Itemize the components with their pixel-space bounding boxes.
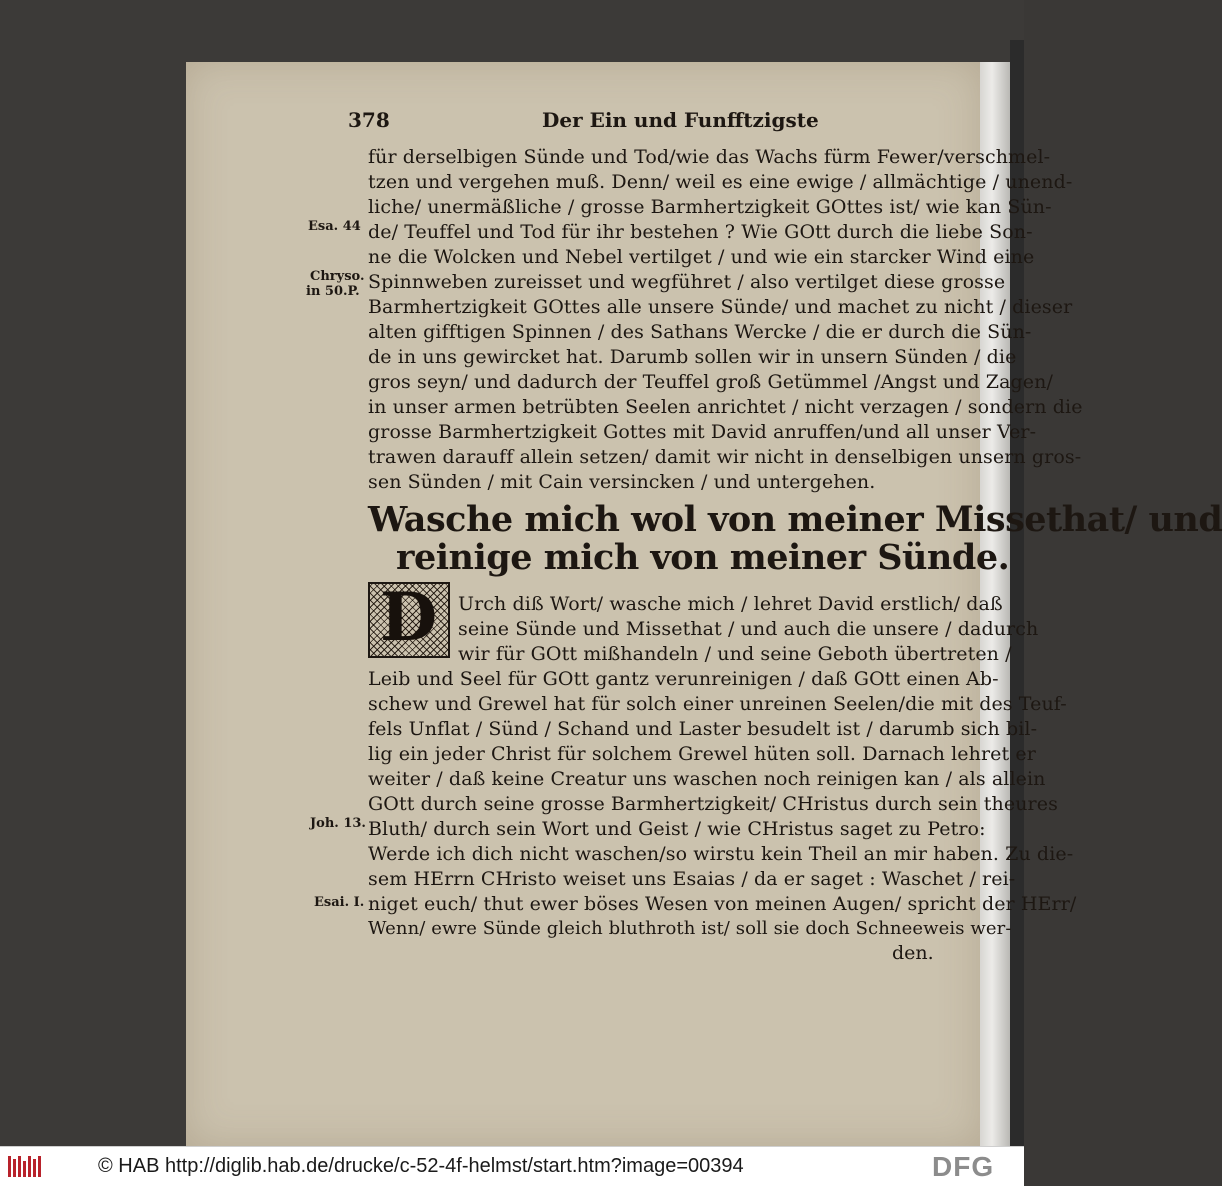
section-headline: reinige mich von meiner Sünde.	[396, 537, 1010, 578]
margin-note: Chryso.	[310, 269, 365, 284]
margin-note: Esai. I.	[314, 895, 365, 910]
text-line: fels Unflat / Sünd / Schand und Laster besudelt ist / darumb sich bil-	[368, 718, 1038, 740]
text-line: sen Sünden / mit Cain versincken / und untergehen.	[368, 471, 876, 493]
text-line: Urch diß Wort/ wasche mich / lehret David erstlich/ daß	[458, 593, 1003, 615]
text-line: Werde ich dich nicht waschen/so wirstu kein Theil an mir haben. Zu die-	[368, 843, 1074, 865]
text-line: liche/ unermäßliche / grosse Barmhertzigkeit GOttes ist/ wie kan Sün-	[368, 196, 1052, 218]
text-line: trawen darauff allein setzen/ damit wir nicht in denselbigen unsern gros-	[368, 446, 1082, 468]
text-line: grosse Barmhertzigkeit Gottes mit David anruffen/und all unser Ver-	[368, 421, 1037, 443]
text-line: alten gifftigen Spinnen / des Sathans Wercke / die er durch die Sün-	[368, 321, 1032, 343]
text-line: weiter / daß keine Creatur uns waschen noch reinigen kan / als allein	[368, 768, 1046, 790]
text-line: Bluth/ durch sein Wort und Geist / wie CHristus saget zu Petro:	[368, 818, 986, 840]
text-line: tzen und vergehen muß. Denn/ weil es eine ewige / allmächtige / unend-	[368, 171, 1073, 193]
text-line: de in uns gewircket hat. Darumb sollen wir in unsern Sünden / die	[368, 346, 1017, 368]
text-line: in unser armen betrübten Seelen anrichtet / nicht verzagen / sondern die	[368, 396, 1083, 418]
margin-note: in 50.P.	[306, 284, 360, 299]
margin-note: Joh. 13.	[310, 816, 366, 831]
text-line: GOtt durch seine grosse Barmhertzigkeit/ CHristus durch sein theures	[368, 793, 1058, 815]
copyright-link[interactable]: © HAB http://diglib.hab.de/drucke/c-52-4f-helmst/start.htm?image=00394	[98, 1155, 744, 1177]
decorated-initial	[368, 578, 450, 658]
margin-note: Esa. 44	[308, 219, 361, 234]
text-line: gros seyn/ und dadurch der Teuffel groß Getümmel /Angst und Zagen/	[368, 371, 1053, 393]
text-line: ne die Wolcken und Nebel vertilget / und wie ein starcker Wind eine	[368, 246, 1035, 268]
text-line: schew und Grewel hat für solch einer unreinen Seelen/die mit des Teuf-	[368, 693, 1067, 715]
footer-bar	[0, 1146, 1024, 1186]
catchword: den.	[892, 942, 934, 964]
text-line: Barmhertzigkeit GOttes alle unsere Sünde/ und machet zu nicht / dieser	[368, 296, 1073, 318]
text-line: lig ein jeder Christ für solchem Grewel hüten soll. Darnach lehret er	[368, 743, 1036, 765]
text-line: Leib und Seel für GOtt gantz verunreinigen / daß GOtt einen Ab-	[368, 668, 999, 690]
text-line: für derselbigen Sünde und Tod/wie das Wachs fürm Fewer/verschmel-	[368, 146, 1051, 168]
page-number: 378	[348, 108, 390, 132]
text-line: de/ Teuffel und Tod für ihr bestehen ? Wie GOtt durch die liebe Son-	[368, 221, 1033, 243]
section-headline: Wasche mich wol von meiner Missethat/ und	[368, 499, 1222, 540]
text-line: Wenn/ ewre Sünde gleich bluthroth ist/ soll sie doch Schneeweis wer-	[368, 918, 1012, 939]
text-line: seine Sünde und Missethat / und auch die unsere / dadurch	[458, 618, 1039, 640]
library-logo-icon	[6, 1153, 46, 1180]
text-line: wir für GOtt mißhandeln / und seine Geboth übertreten /	[458, 643, 1012, 665]
dfg-logo: DFG	[932, 1151, 995, 1182]
initial-letter: D	[380, 578, 438, 656]
text-line: Spinnweben zureisset und wegführet / also vertilget diese grosse	[368, 271, 1006, 293]
text-line: niget euch/ thut ewer böses Wesen von meinen Augen/ spricht der HErr/	[368, 893, 1077, 915]
running-title: Der Ein und Funfftzigste	[542, 108, 819, 132]
text-line: sem HErrn CHristo weiset uns Esaias / da er saget : Waschet / rei-	[368, 868, 1016, 890]
